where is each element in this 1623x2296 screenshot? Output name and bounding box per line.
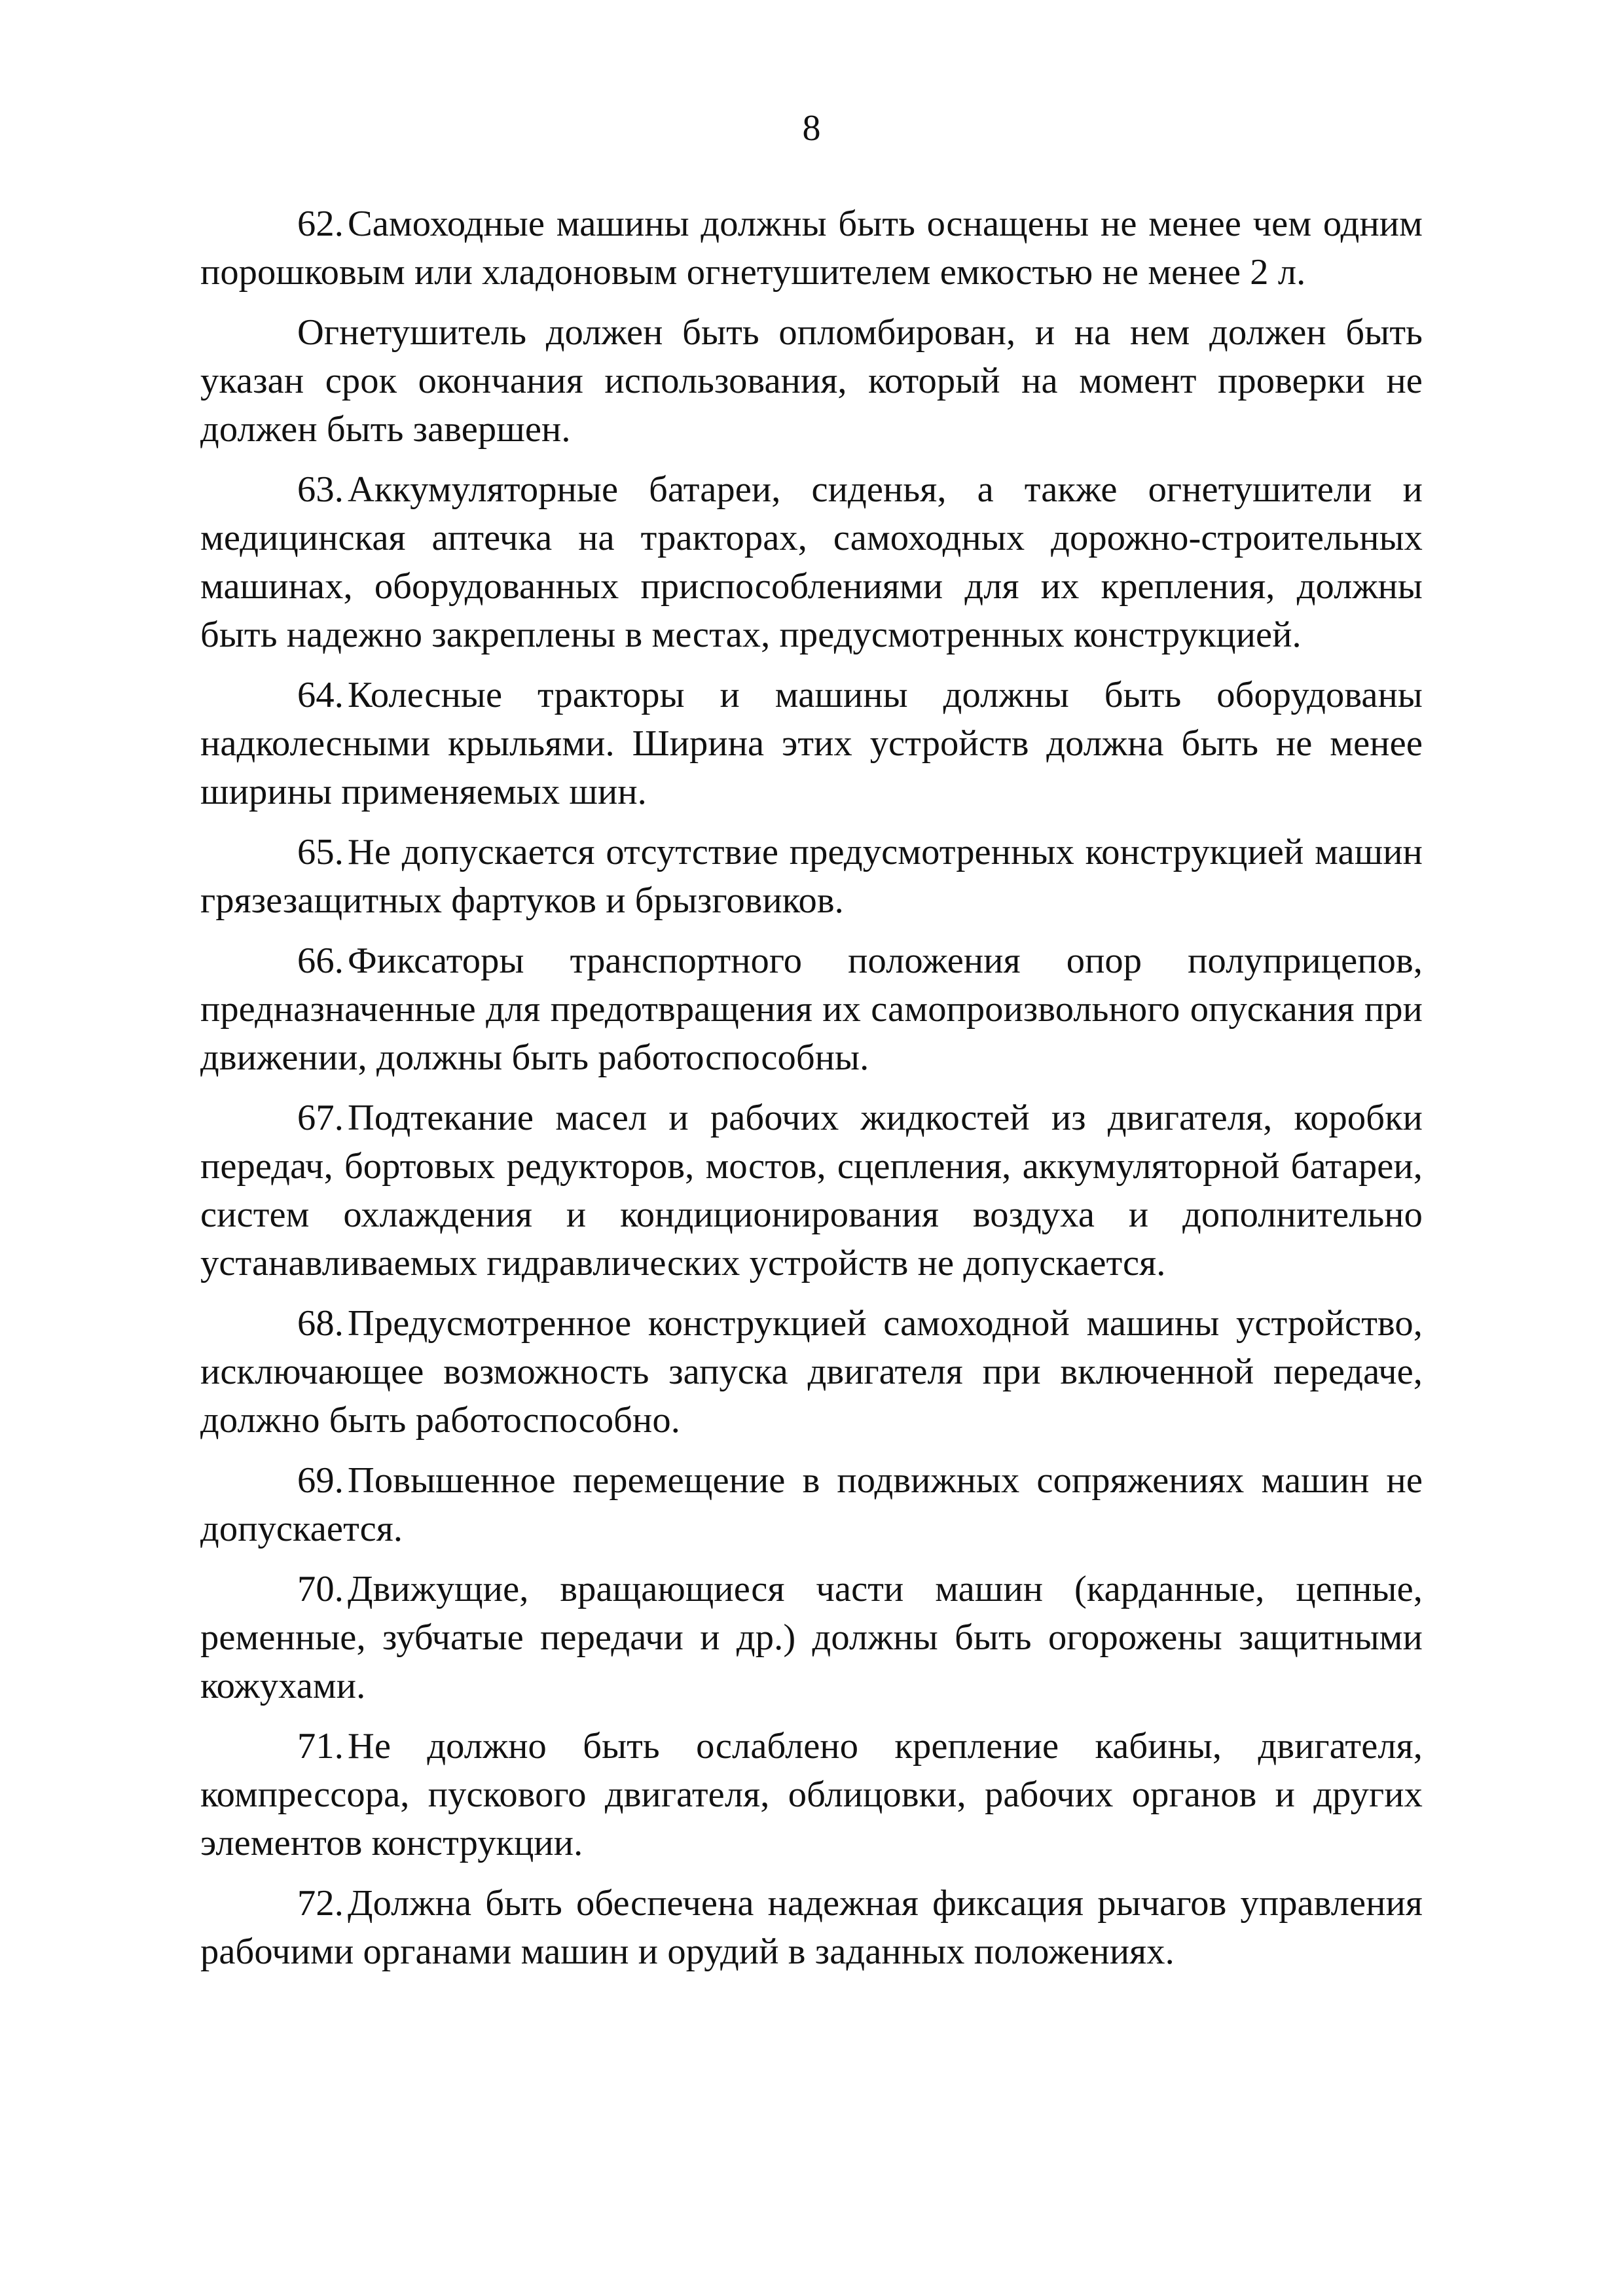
paragraph-number: 69.	[297, 1460, 344, 1501]
paragraph-number: 67.	[297, 1098, 344, 1138]
paragraph-text: Не должно быть ослаблено крепление кабины, двигателя, компрессора, пускового двигателя, облицовки, рабочих органов и других элементов конструкции.	[200, 1726, 1423, 1863]
paragraph-text: Повышенное перемещение в подвижных сопряжениях машин не допускается.	[200, 1460, 1423, 1549]
paragraph-62-continued	[200, 308, 1423, 454]
paragraph-65	[200, 828, 1423, 925]
paragraph-70	[200, 1565, 1423, 1710]
paragraph-number: 62.	[297, 204, 344, 244]
paragraph-number: 66.	[297, 941, 344, 981]
paragraph-number: 68.	[297, 1303, 344, 1344]
paragraph-text: Колесные тракторы и машины должны быть оборудованы надколесными крыльями. Ширина этих устройств должна быть не менее ширины применяемых шин.	[200, 675, 1423, 812]
paragraph-72	[200, 1879, 1423, 1976]
paragraph-69	[200, 1456, 1423, 1553]
paragraph-68	[200, 1299, 1423, 1444]
paragraph-text: Не допускается отсутствие предусмотренных конструкцией машин грязезащитных фартуков и брызговиков.	[200, 832, 1423, 921]
paragraph-number: 70.	[297, 1569, 344, 1609]
paragraph-number: 63.	[297, 469, 344, 510]
paragraph-64	[200, 671, 1423, 816]
paragraph-62	[200, 200, 1423, 296]
paragraph-text: Самоходные машины должны быть оснащены не менее чем одним порошковым или хладоновым огнетушителем емкостью не менее 2 л.	[200, 204, 1423, 293]
document-body	[200, 200, 1423, 1988]
paragraph-text: Должна быть обеспечена надежная фиксация рычагов управления рабочими органами машин и орудий в заданных положениях.	[200, 1883, 1423, 1972]
paragraph-text: Движущие, вращающиеся части машин (карданные, цепные, ременные, зубчатые передачи и др.) должны быть огорожены защитными кожухами.	[200, 1569, 1423, 1706]
paragraph-text: Огнетушитель должен быть опломбирован, и на нем должен быть указан срок окончания использования, который на момент проверки не должен быть завершен.	[200, 312, 1423, 450]
paragraph-number: 72.	[297, 1883, 344, 1924]
paragraph-71	[200, 1722, 1423, 1867]
page-number: 8	[802, 108, 821, 149]
paragraph-66	[200, 937, 1423, 1082]
paragraph-text: Подтекание масел и рабочих жидкостей из двигателя, коробки передач, бортовых редукторов, мостов, сцепления, аккумуляторной батареи, систем охлаждения и кондиционирования воздуха и дополнительно устанавливаемых гидравлических устройств не допускается.	[200, 1098, 1423, 1283]
paragraph-text: Аккумуляторные батареи, сиденья, а также огнетушители и медицинская аптечка на тракторах, самоходных дорожно-строительных машинах, оборудованных приспособлениями для их крепления, должны быть надежно закреплены в местах, предусмотренных конструкцией.	[200, 469, 1423, 655]
paragraph-number: 71.	[297, 1726, 344, 1767]
paragraph-text: Предусмотренное конструкцией самоходной машины устройство, исключающее возможность запуска двигателя при включенной передаче, должно быть работоспособно.	[200, 1303, 1423, 1441]
paragraph-number: 64.	[297, 675, 344, 715]
paragraph-63	[200, 465, 1423, 659]
paragraph-number: 65.	[297, 832, 344, 872]
paragraph-text: Фиксаторы транспортного положения опор полуприцепов, предназначенные для предотвращения их самопроизвольного опускания при движении, должны быть работоспособны.	[200, 941, 1423, 1078]
paragraph-67	[200, 1094, 1423, 1287]
